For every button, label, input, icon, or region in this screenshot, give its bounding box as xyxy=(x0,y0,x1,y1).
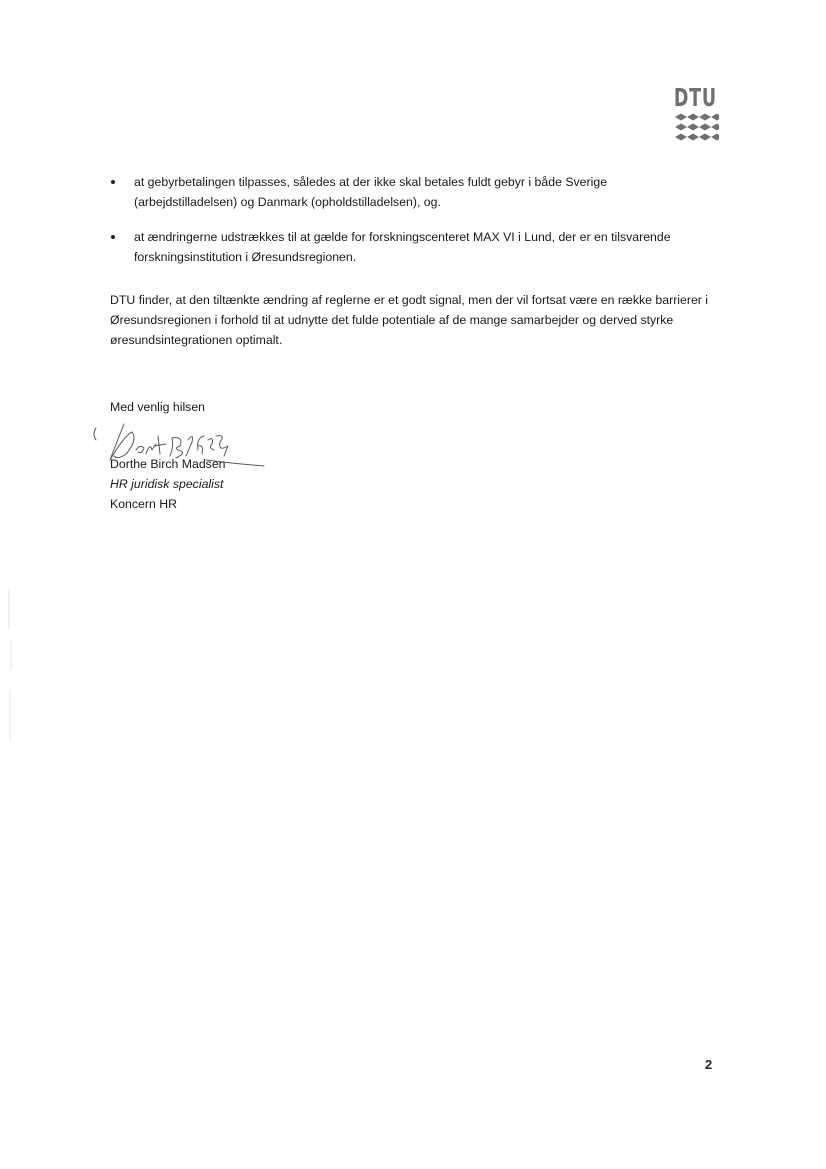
bullet-icon xyxy=(111,180,115,184)
page-number: 2 xyxy=(705,1057,713,1072)
letter-closing xyxy=(110,397,226,514)
dtu-logo xyxy=(670,84,726,148)
bullet-list xyxy=(110,172,710,267)
signer-title: HR juridisk specialist xyxy=(110,477,224,491)
signer-unit: Koncern HR xyxy=(110,497,177,511)
scan-artifact xyxy=(0,580,24,760)
signer-name: Dorthe Birch Madsen xyxy=(110,457,226,471)
logo-waves-icon xyxy=(674,113,720,145)
list-item xyxy=(110,227,710,267)
greeting: Med venlig hilsen xyxy=(110,400,206,414)
body-paragraph: DTU finder, at den tiltænkte ændring af reglerne er et godt signal, men der vil fortsat være en række barrierer i Øresundsregionen i forhold til at udnytte det fulde potentiale af de mange samarbejder og derved styrke øresundsintegrationen optimalt. xyxy=(110,293,709,347)
list-item xyxy=(110,172,710,212)
logo-text: DTU xyxy=(673,83,717,112)
bullet-text: at ændringerne udstrækkes til at gælde for forskningscenteret MAX VI i Lund, der er en tilsvarende forskningsinstitution i Øresundsregionen. xyxy=(134,230,671,264)
bullet-text: at gebyrbetalingen tilpasses, således at der ikke skal betales fuldt gebyr i både Sverige (arbejdstilladelsen) og Danmark (opholdstilladelsen), og. xyxy=(134,175,608,209)
letter-body xyxy=(110,172,710,350)
bullet-icon xyxy=(111,235,115,239)
